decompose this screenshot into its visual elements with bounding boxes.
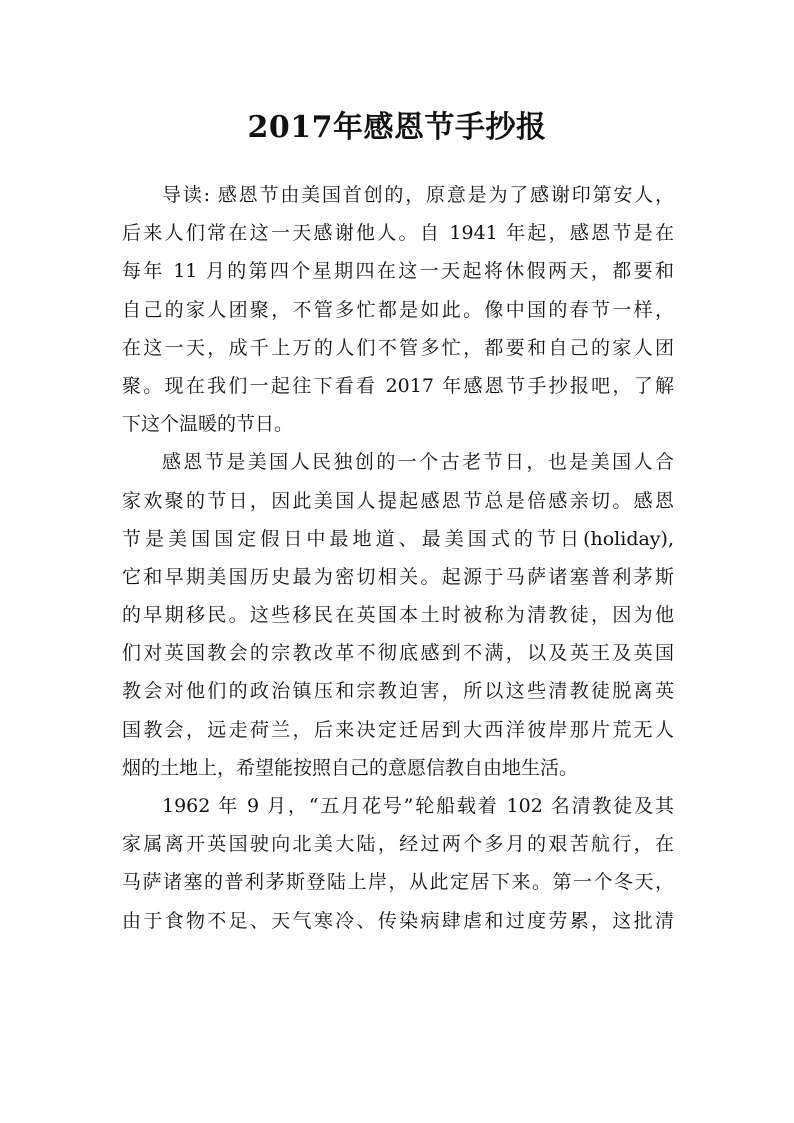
text-line: 下这个温暖的节日。 xyxy=(122,413,294,436)
text-line: 自己的家人团聚，不管多忙都是如此。像中国的春节一样， xyxy=(122,298,674,321)
text-line: 的早期移民。这些移民在英国本土时被称为清教徒，因为他 xyxy=(122,604,674,627)
text-line: 感恩节是美国人民独创的一个古老节日，也是美国人合 xyxy=(162,451,674,474)
paragraph-mayflower xyxy=(122,787,674,940)
text-line: 导读: 感恩节由美国首创的，原意是为了感谢印第安人， xyxy=(162,184,674,206)
paragraph-intro xyxy=(122,176,674,443)
text-line: 1962 年 9 月，“五月花号”轮船载着 102 名清教徒及其 xyxy=(162,795,674,817)
text-line: 们对英国教会的宗教改革不彻底感到不满，以及英王及英国 xyxy=(122,642,674,665)
text-line: 它和早期美国历史最为密切相关。起源于马萨诸塞普利茅斯 xyxy=(122,565,674,588)
document-body xyxy=(122,176,674,940)
text-line: 由于食物不足、天气寒冷、传染病肆虐和过度劳累，这批清 xyxy=(122,909,674,932)
text-line: 家属离开英国驶向北美大陆，经过两个多月的艰苦航行，在 xyxy=(122,833,674,856)
text-line: 在这一天，成千上万的人们不管多忙，都要和自己的家人团 xyxy=(122,336,674,359)
paragraph-history xyxy=(122,443,674,787)
text-line: 节是美国国定假日中最地道、最美国式的节日(holiday), xyxy=(122,527,674,550)
text-line: 聚。现在我们一起往下看看 2017 年感恩节手抄报吧，了解 xyxy=(122,374,674,397)
text-line: 马萨诸塞的普利茅斯登陆上岸，从此定居下来。第一个冬天， xyxy=(122,871,674,894)
text-line: 每年 11 月的第四个星期四在这一天起将休假两天，都要和 xyxy=(122,260,674,283)
text-line: 教会对他们的政治镇压和宗教迫害，所以这些清教徒脱离英 xyxy=(122,680,674,703)
document-title: 2017年感恩节手抄报 xyxy=(247,110,547,145)
text-line: 烟的土地上，希望能按照自己的意愿信教自由地生活。 xyxy=(122,756,579,779)
text-line: 国教会，远走荷兰，后来决定迁居到大西洋彼岸那片荒无人 xyxy=(122,718,674,741)
text-line: 后来人们常在这一天感谢他人。自 1941 年起，感恩节是在 xyxy=(122,222,674,245)
text-line: 家欢聚的节日，因此美国人提起感恩节总是倍感亲切。感恩 xyxy=(122,489,674,512)
